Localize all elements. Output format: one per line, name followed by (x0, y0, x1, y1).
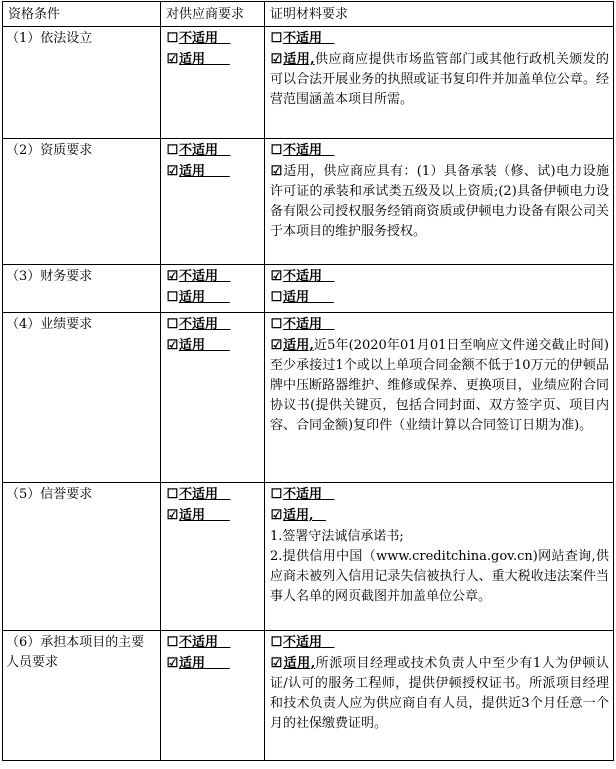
list-item: 2.提供信用中国（www.creditchina.gov.cn)网站查询,供应商未被列入信用记录失信被执行人、重大税收违法案件当事人名单的网页截图并加盖单位公章。 (270, 549, 609, 604)
evidence-lead: 适用, (283, 338, 314, 353)
option-not-applicable: 不适用 (179, 487, 219, 502)
checkbox-icon[interactable]: ☐ (166, 143, 179, 158)
checkbox-icon[interactable]: ☑ (270, 338, 283, 353)
evidence-lead: 适用, (283, 656, 316, 671)
checkbox-icon[interactable]: ☐ (166, 487, 179, 502)
condition-cell: （6）承担本项目的主要人员要求 (3, 631, 161, 761)
condition-cell: （3）财务要求 (3, 265, 161, 313)
checkbox-icon[interactable]: ☐ (270, 31, 283, 46)
table-row (3, 265, 614, 313)
checkbox-icon[interactable]: ☑ (166, 164, 179, 179)
supplier-cell (161, 313, 265, 483)
option-not-applicable: 不适用 (179, 635, 219, 650)
evidence-text: 供应商应提供市场监管部门或其他行政机关颁发的可以合法开展业务的执照或证书复印件并加盖单位公章。经营范围涵盖本项目所需。 (270, 52, 609, 107)
option-applicable: 适用 (179, 52, 206, 67)
list-item: 1.签署守法诚信承诺书; (270, 529, 404, 544)
evidence-lead: 适用, (283, 508, 314, 523)
option-applicable: 适用 (179, 656, 206, 671)
supplier-cell (161, 265, 265, 313)
option-not-applicable: 不适用 (179, 269, 219, 284)
evidence-cell (265, 483, 614, 631)
supplier-cell (161, 483, 265, 631)
condition-cell: （2）资质要求 (3, 139, 161, 265)
checkbox-icon[interactable]: ☑ (270, 164, 283, 179)
table-row (3, 483, 614, 631)
table-row (3, 27, 614, 139)
checkbox-icon[interactable]: ☐ (166, 290, 179, 305)
qualification-table (2, 1, 614, 761)
checkbox-icon[interactable]: ☐ (270, 635, 283, 650)
checkbox-icon[interactable]: ☐ (270, 317, 283, 332)
checkbox-icon[interactable]: ☑ (166, 338, 179, 353)
header-condition: 资格条件 (3, 2, 161, 27)
evidence-cell (265, 265, 614, 313)
evidence-text: 近5年(2020年01月01日至响应文件递交截止时间)至少承接过1个或以上单项合同金额不低于10万元的伊顿品牌中压断路器维护、维修或保养、更换项目，业绩应附合同协议书(提供关键页，包括合同封面、双方签字页、项目内容、合同金额)复印件（业绩计算以合同签订日期为准)。 (270, 338, 609, 433)
checkbox-icon[interactable]: ☑ (270, 508, 283, 523)
condition-cell: （4）业绩要求 (3, 313, 161, 483)
checkbox-icon[interactable]: ☐ (270, 290, 283, 305)
checkbox-icon[interactable]: ☐ (270, 487, 283, 502)
checkbox-icon[interactable]: ☑ (270, 269, 283, 284)
option-not-applicable: 不适用 (179, 317, 219, 332)
evidence-cell (265, 313, 614, 483)
evidence-cell (265, 631, 614, 761)
checkbox-icon[interactable]: ☑ (270, 52, 283, 67)
option-not-applicable: 不适用 (283, 317, 323, 332)
table-row (3, 313, 614, 483)
evidence-cell (265, 139, 614, 265)
option-applicable: 适用 (179, 338, 206, 353)
evidence-cell (265, 27, 614, 139)
header-evidence: 证明材料要求 (265, 2, 614, 27)
evidence-text: 适用，供应商应具有：(1）具备承装（修、试)电力设施许可证的承装和承试类五级及以上资质;(2)具备伊顿电力设备有限公司授权服务经销商资质或伊顿电力设备有限公司关于本项目的维护服务授权。 (270, 164, 609, 239)
option-not-applicable: 不适用 (283, 487, 323, 502)
option-not-applicable: 不适用 (179, 31, 219, 46)
checkbox-icon[interactable]: ☑ (166, 656, 179, 671)
option-applicable: 适用 (179, 164, 206, 179)
checkbox-icon[interactable]: ☑ (270, 656, 283, 671)
option-applicable: 适用 (179, 290, 206, 305)
table-row (3, 631, 614, 761)
table-row (3, 139, 614, 265)
supplier-cell (161, 631, 265, 761)
checkbox-icon[interactable]: ☐ (270, 143, 283, 158)
evidence-text: 所派项目经理或技术负责人中至少有1人为伊顿认证/认可的服务工程师，提供伊顿授权证书。所派项目经理和技术负责人应为供应商自有人员，提供近3个月任意一个月的社保缴费证明。 (270, 656, 609, 731)
condition-cell: （5）信誉要求 (3, 483, 161, 631)
checkbox-icon[interactable]: ☑ (166, 269, 179, 284)
checkbox-icon[interactable]: ☐ (166, 317, 179, 332)
option-not-applicable: 不适用 (283, 269, 323, 284)
header-row (3, 2, 614, 27)
supplier-cell (161, 139, 265, 265)
option-not-applicable: 不适用 (179, 143, 219, 158)
evidence-lead: 适用, (283, 52, 315, 67)
checkbox-icon[interactable]: ☑ (166, 52, 179, 67)
checkbox-icon[interactable]: ☑ (166, 508, 179, 523)
option-not-applicable: 不适用 (283, 31, 323, 46)
checkbox-icon[interactable]: ☐ (166, 31, 179, 46)
supplier-cell (161, 27, 265, 139)
option-applicable: 适用 (283, 290, 310, 305)
checkbox-icon[interactable]: ☐ (166, 635, 179, 650)
header-supplier: 对供应商要求 (161, 2, 265, 27)
option-not-applicable: 不适用 (283, 635, 323, 650)
condition-cell: （1）依法设立 (3, 27, 161, 139)
option-not-applicable: 不适用 (283, 143, 323, 158)
option-applicable: 适用 (179, 508, 206, 523)
